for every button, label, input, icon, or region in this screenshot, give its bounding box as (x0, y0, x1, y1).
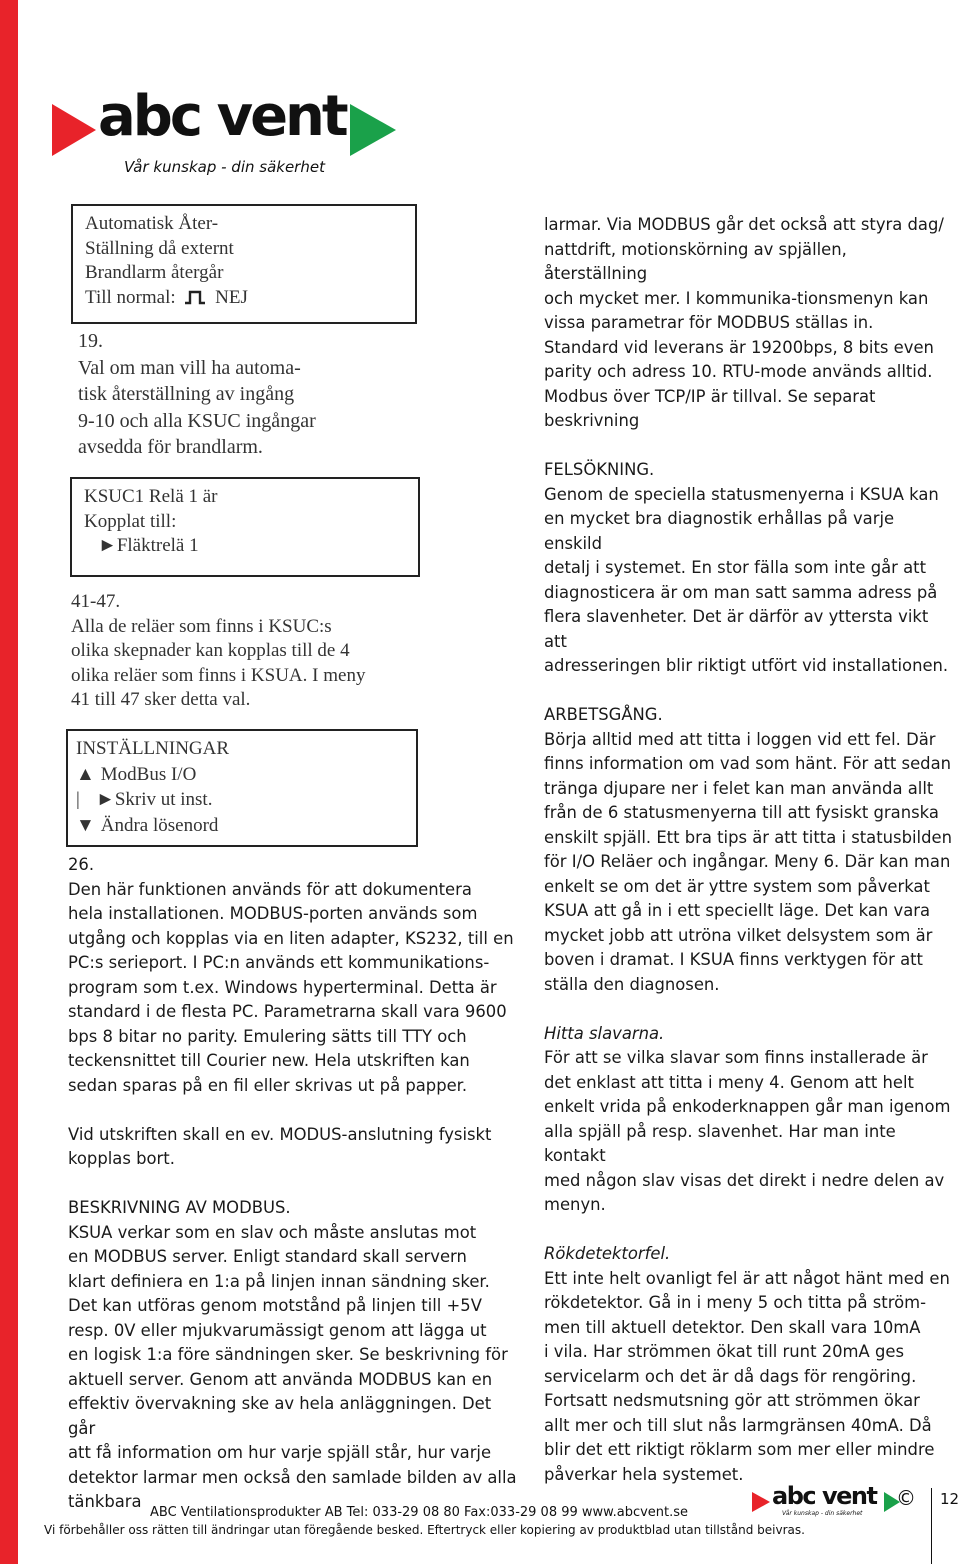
text-line: enskilt spjäll. Ett bra tips är att titta i statusbilden (544, 827, 952, 847)
text-line: hela installationen. MODBUS-porten används som (68, 904, 478, 923)
item-text-line: 9-10 och alla KSUC ingångar (78, 409, 316, 432)
up-triangle-icon: ▲ (76, 763, 95, 785)
text-line: menyn. (544, 1195, 606, 1214)
text-line: kopplas bort. (68, 1149, 175, 1168)
text-line: För att se vilka slavar som finns installerade är (544, 1048, 928, 1067)
copyright-symbol: © (896, 1486, 916, 1510)
text-line: Genom de speciella statusmenyerna i KSUA kan (544, 484, 939, 504)
text-line: detalj i systemet. En stor fälla som inte går att (544, 558, 927, 577)
text-line: det enklast att titta i meny 4. Genom att helt (544, 1072, 914, 1092)
menu-item-up (76, 762, 408, 788)
red-triangle-icon (752, 1492, 770, 1512)
footer-divider (931, 1488, 932, 1564)
text-line: vissa parametrar för MODBUS ställas in. (544, 313, 874, 332)
footer-logo (752, 1482, 902, 1524)
right-column (544, 213, 954, 1487)
text-line: aktuell server. Genom att använda MODBUS kan en (68, 1369, 493, 1389)
item-number: 26. (68, 855, 95, 874)
text-line: KSUA att gå in i ett speciellt läge. Det kan vara (544, 901, 931, 920)
display-box-settings (66, 729, 418, 847)
menu-item-label: Ändra lösenord (100, 814, 219, 836)
red-edge-bar (0, 0, 18, 1564)
item-41-47 (71, 590, 471, 713)
text-line: resp. 0V eller mjukvarumässigt genom att lägga ut (68, 1320, 487, 1340)
text-line: klart definiera en 1:a på linjen innan sändning sker. (68, 1271, 490, 1291)
text-line: tränga djupare ner i felet kan man använda allt (544, 778, 934, 798)
text-line: nattdrift, motionskörning av spjällen, återställning (544, 239, 847, 283)
cursor-bar-icon: | (76, 789, 80, 810)
text-line: och mycket mer. I kommunika-tionsmenyn kan (544, 288, 929, 308)
section-heading: Hitta slavarna. (544, 1023, 665, 1043)
section-26 (68, 853, 518, 1515)
logo-wordmark: abc vent (98, 84, 346, 149)
normal-value: NEJ (215, 286, 248, 308)
text-line: Den här funktionen används för att dokumentera (68, 879, 472, 899)
item-number: 19. (78, 330, 103, 352)
footer-logo-tagline: Vår kunskap - din säkerhet (782, 1510, 863, 1517)
text-line: en mycket bra diagnostik erhållas på varje enskild (544, 509, 895, 553)
item-text-line: 41 till 47 sker detta val. (71, 689, 251, 710)
pointer-right-icon: ► (98, 535, 117, 556)
text-line: mycket jobb att utröna vilket delsystem som är (544, 925, 933, 945)
item-text-line: tisk återställning av ingång (78, 383, 295, 405)
text-line: sedan sparas på en fil eller skrivas ut på papper. (68, 1075, 468, 1095)
text-line: blir det ett riktigt röklarm som mer eller mindre (544, 1440, 935, 1459)
text-line: Vid utskriften skall en ev. MODUS-anslutning fysiskt (68, 1124, 492, 1144)
green-triangle-icon (350, 104, 396, 156)
text-line: men till aktuell detektor. Den skall vara 10mA (544, 1317, 921, 1337)
text-line: larmar. Via MODBUS går det också att styra dag/ (544, 215, 944, 234)
section-heading: ARBETSGÅNG. (544, 705, 663, 724)
text-line: Modbus över TCP/IP är tillval. Se separat (544, 386, 876, 406)
text-line: beskrivning (544, 411, 640, 430)
menu-item-label: Skriv ut inst. (114, 789, 213, 810)
text-line: Börja alltid med att titta i loggen vid ett fel. Där (544, 729, 936, 749)
text-line: i vila. Har strömmen ökat till runt 20mA ges (544, 1342, 904, 1361)
text-line: Det kan utföras genom motstånd på linjen till +5V (68, 1296, 482, 1315)
text-line: allt mer och till slut nås larmgränsen 40mA. Då (544, 1415, 932, 1435)
text-line: bps 8 bitar no parity. Emulering sätts till TTY och (68, 1026, 467, 1046)
text-line: påverkar hela systemet. (544, 1464, 744, 1484)
box-line: Automatisk Åter- (85, 213, 219, 234)
pulse-icon (184, 289, 206, 305)
text-line: tänkbara (68, 1492, 142, 1511)
item-text-line: olika reläer som finns i KSUA. I meny (71, 664, 366, 686)
box-line-normal (85, 286, 403, 311)
text-line: boven i dramat. I KSUA finns verktygen för att (544, 950, 923, 969)
menu-item-current (76, 787, 408, 813)
abc-vent-logo (52, 84, 412, 182)
text-line: rökdetektor. Gå in i meny 5 och titta på ström- (544, 1293, 926, 1312)
pointer-right-icon: ► (96, 789, 115, 810)
box-line: KSUC1 Relä 1 är (84, 486, 218, 507)
menu-item-down (76, 813, 408, 839)
text-line: servicelarm och det är då dags för rengöring. (544, 1366, 917, 1386)
normal-label: Till normal: (85, 286, 176, 308)
down-triangle-icon: ▼ (76, 814, 95, 836)
logo-tagline: Vår kunskap - din säkerhet (124, 158, 325, 176)
red-triangle-icon (52, 104, 96, 156)
display-box-relay (70, 477, 420, 577)
selected-value: Fläktrelä 1 (116, 535, 199, 556)
section-heading: BESKRIVNING AV MODBUS. (68, 1198, 291, 1217)
text-line: PC:s serieport. I PC:n används ett kommunikations- (68, 953, 490, 972)
box-line: Ställning då externt (85, 237, 234, 259)
box-line: Brandlarm återgår (85, 262, 224, 283)
text-line: program som t.ex. Windows hyperterminal. Detta är (68, 977, 497, 997)
text-line: enkelt se om det är yttre system som påverkat (544, 876, 930, 896)
box-selected-line (84, 534, 406, 559)
item-text-line: olika skepnader kan kopplas till de 4 (71, 640, 350, 661)
menu-item-label: ModBus I/O (100, 763, 197, 785)
text-line: adresseringen blir riktigt utfört vid installationen. (544, 656, 949, 675)
item-text-line: avsedda för brandlarm. (78, 436, 263, 458)
page-number: 12 (940, 1490, 960, 1508)
text-line: enkelt vrida på enkoderknappen går man igenom (544, 1097, 951, 1116)
footer-logo-wordmark: abc vent (772, 1482, 877, 1510)
text-line: från de 6 statusmenyerna till att fysiskt granska (544, 803, 939, 822)
box-line: Kopplat till: (84, 510, 177, 532)
text-line: flera slavenheter. Det är därför av yttersta vikt att (544, 607, 929, 651)
text-line: en MODBUS server. Enligt standard skall servern (68, 1247, 467, 1266)
text-line: effektiv övervakning ske av hela anläggningen. Det går (68, 1394, 492, 1438)
section-heading: Rökdetektorfel. (544, 1244, 671, 1263)
text-line: alla spjäll på resp. slavenhet. Har man inte kontakt (544, 1121, 896, 1165)
text-line: att få information om hur varje spjäll står, hur varje (68, 1443, 492, 1462)
display-box-autoreset (71, 204, 417, 324)
item-number: 41-47. (71, 591, 121, 612)
text-line: en logisk 1:a före sändningen sker. Se beskrivning för (68, 1345, 508, 1364)
text-line: Fortsatt nedsmutsning gör att strömmen ökar (544, 1391, 920, 1410)
text-line: standard i de flesta PC. Parametrarna skall vara 9600 (68, 1002, 507, 1021)
menu-title: INSTÄLLNINGAR (76, 738, 230, 759)
text-line: parity och adress 10. RTU-mode används alltid. (544, 362, 933, 381)
text-line: diagnosticera är om man satt samma adress på (544, 582, 938, 602)
text-line: detektor larmar men också den samlade bilden av alla (68, 1467, 517, 1487)
item-text-line: Alla de reläer som finns i KSUC:s (71, 615, 332, 637)
footer-contact: ABC Ventilationsprodukter AB Tel: 033-29 08 80 Fax:033-29 08 99 www.abcvent.se (150, 1505, 689, 1520)
item-19 (78, 328, 458, 461)
text-line: teckensnittet till Courier new. Hela utskriften kan (68, 1051, 470, 1070)
item-text-line: Val om man vill ha automa- (78, 356, 301, 379)
section-heading: FELSÖKNING. (544, 460, 655, 479)
text-line: utgång och kopplas via en liten adapter, KS232, till en (68, 928, 514, 948)
text-line: Standard vid leverans är 19200bps, 8 bits even (544, 337, 934, 357)
footer-disclaimer: Vi förbehåller oss rätten till ändringar utan föregående besked. Eftertryck eller kopiering av produktblad utan tillstånd beivras. (44, 1523, 805, 1537)
text-line: med någon slav visas det direkt i nedre delen av (544, 1170, 945, 1190)
text-line: för I/O Reläer och ingångar. Meny 6. Där kan man (544, 852, 951, 871)
text-line: finns information om vad som hänt. För att sedan (544, 754, 952, 773)
text-line: ställa den diagnosen. (544, 974, 720, 994)
text-line: KSUA verkar som en slav och måste anslutas mot (68, 1222, 477, 1242)
text-line: Ett inte helt ovanligt fel är att något hänt med en (544, 1268, 950, 1288)
